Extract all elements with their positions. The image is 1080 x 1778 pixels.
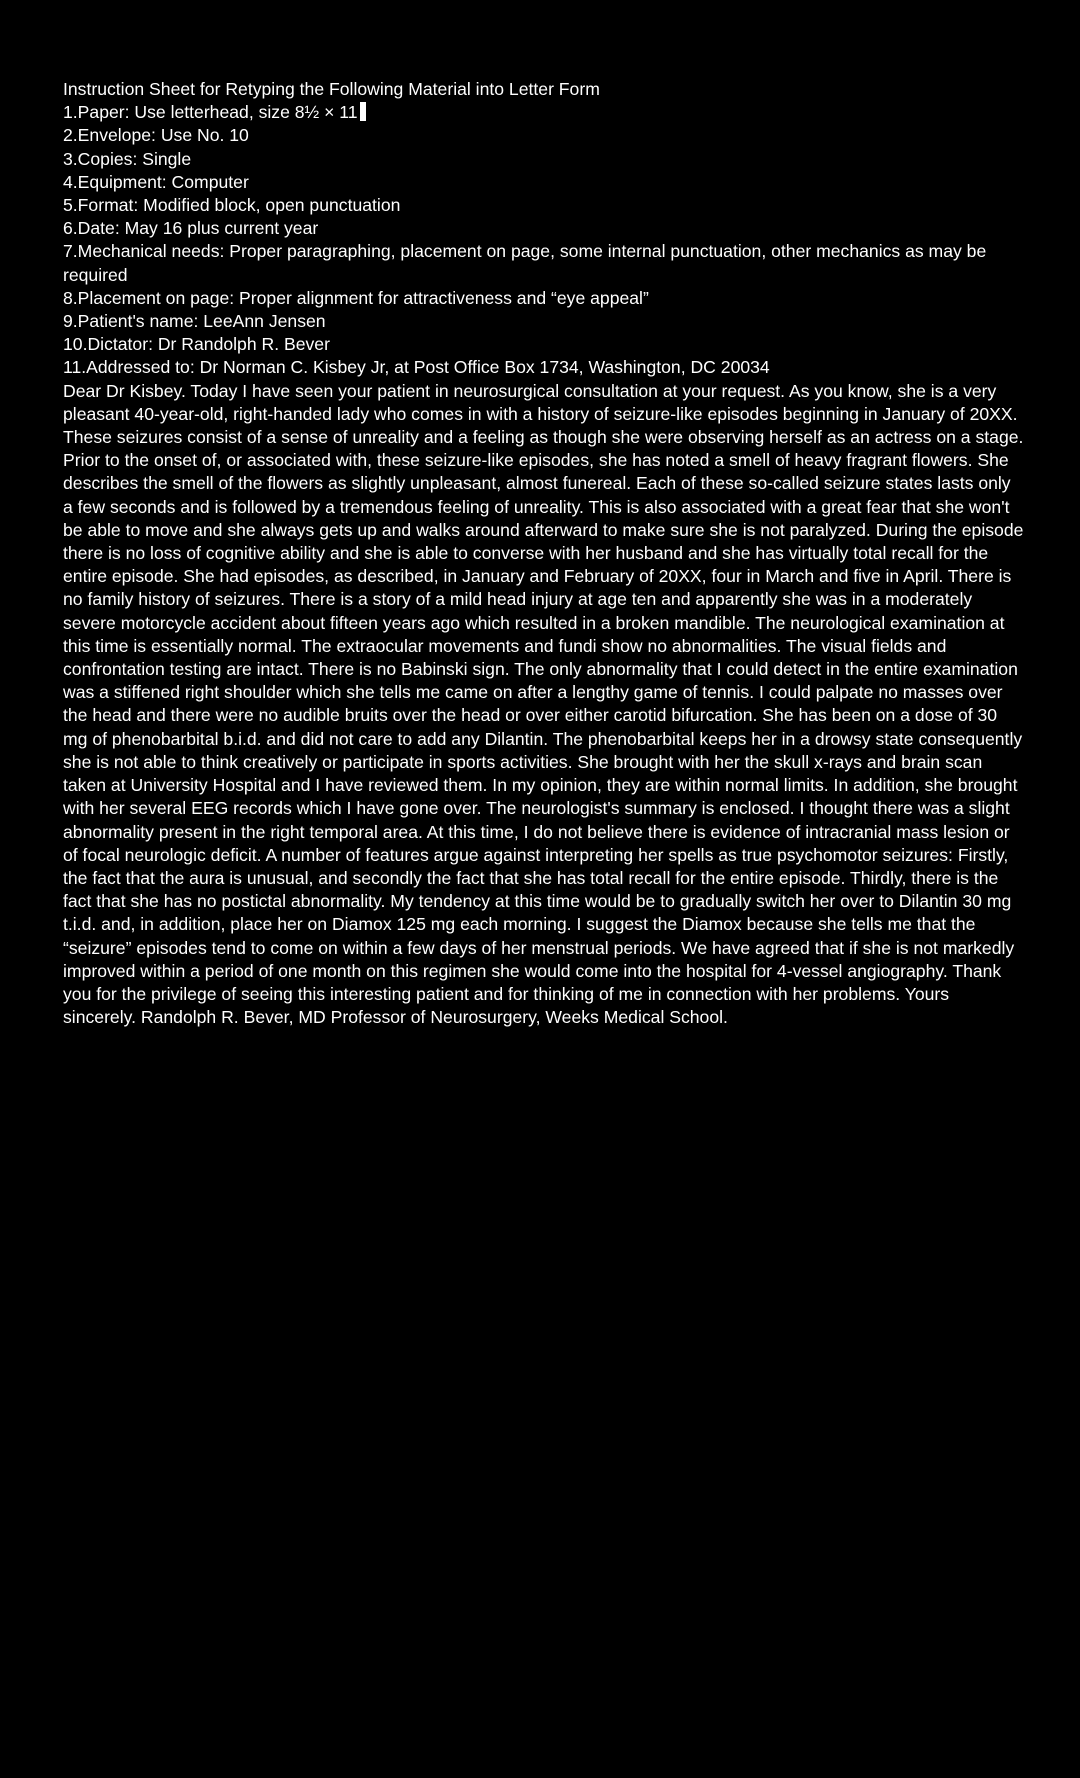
instruction-addressed-to: 11.Addressed to: Dr Norman C. Kisbey Jr, at Post Office Box 1734, Washington, DC 20034	[63, 357, 770, 378]
instruction-mechanical-needs: 7.Mechanical needs: Proper paragraphing, placement on page, some internal punctuation, other mechanics as may be required	[63, 241, 987, 285]
instruction-patient-name: 9.Patient's name: LeeAnn Jensen	[63, 311, 326, 332]
instruction-format: 5.Format: Modified block, open punctuation	[63, 195, 401, 216]
instruction-copies: 3.Copies: Single	[63, 148, 192, 169]
instruction-dictator: 10.Dictator: Dr Randolph R. Bever	[63, 334, 330, 355]
instruction-date: 6.Date: May 16 plus current year	[63, 218, 319, 239]
text-cursor	[360, 102, 366, 121]
instruction-paper-text: 1.Paper: Use letterhead, size 8½ × 11	[63, 102, 358, 123]
instruction-placement: 8.Placement on page: Proper alignment for attractiveness and “eye appeal”	[63, 287, 649, 308]
instruction-envelope: 2.Envelope: Use No. 10	[63, 125, 249, 146]
instruction-equipment: 4.Equipment: Computer	[63, 171, 249, 192]
document-text-area[interactable]	[63, 78, 1025, 1029]
instruction-paper	[63, 101, 1025, 124]
letter-body: Dear Dr Kisbey. Today I have seen your patient in neurosurgical consultation at your request. As you know, she is a very pleasant 40-year-old, right-handed lady who comes in with a history of seizure-like episodes beginning in January of 20XX. These seizures consist of a sense of unreality and a feeling as though she were observing herself as an actress on a stage. Prior to the onset of, or associated with, these seizure-like episodes, she has noted a smell of heavy fragrant flowers. She describes the smell of the flowers as slightly unpleasant, almost funereal. Each of these so-called seizure states lasts only a few seconds and is followed by a tremendous feeling of unreality. This is also associated with a great fear that she won't be able to move and she always gets up and walks around afterward to make sure she is not paralyzed. During the episode there is no loss of cognitive ability and she is able to converse with her husband and she has virtually total recall for the entire episode. She had episodes, as described, in January and February of 20XX, four in March and five in April. There is no family history of seizures. There is a story of a mild head injury at age ten and apparently she was in a moderately severe motorcycle accident about fifteen years ago which resulted in a broken mandible. The neurological examination at this time is essentially normal. The extraocular movements and fundi show no abnormalities. The visual fields and confrontation testing are intact. There is no Babinski sign. The only abnormality that I could detect in the entire examination was a stiffened right shoulder which she tells me came on after a lengthy game of tennis. I could palpate no masses over the head and there were no audible bruits over the head or over either carotid bifurcation. She has been on a dose of 30 mg of phenobarbital b.i.d. and did not care to add any Dilantin. The phenobarbital keeps her in a drowsy state consequently she is not able to think creatively or participate in sports activities. She brought with her the skull x-rays and brain scan taken at University Hospital and I have reviewed them. In my opinion, they are within normal limits. In addition, she brought with her several EEG records which I have gone over. The neurologist's summary is enclosed. I thought there was a slight abnormality present in the right temporal area. At this time, I do not believe there is evidence of intracranial mass lesion or of focal neurologic deficit. A number of features argue against interpreting her spells as true psychomotor seizures: Firstly, the fact that the aura is unusual, and secondly the fact that she has total recall for the entire episode. Thirdly, there is the fact that she has no postictal abnormality. My tendency at this time would be to gradually switch her over to Dilantin 30 mg t.i.d. and, in addition, place her on Diamox 125 mg each morning. I suggest the Diamox because she tells me that the “seizure” episodes tend to come on within a few days of her menstrual periods. We have agreed that if she is not markedly improved within a period of one month on this regimen she would come into the hospital for 4-vessel angiography. Thank you for the privilege of seeing this interesting patient and for thinking of me in connection with her problems. Yours sincerely. Randolph R. Bever, MD Professor of Neurosurgery, Weeks Medical School.	[63, 380, 1024, 1028]
document-title: Instruction Sheet for Retyping the Following Material into Letter Form	[63, 79, 600, 99]
